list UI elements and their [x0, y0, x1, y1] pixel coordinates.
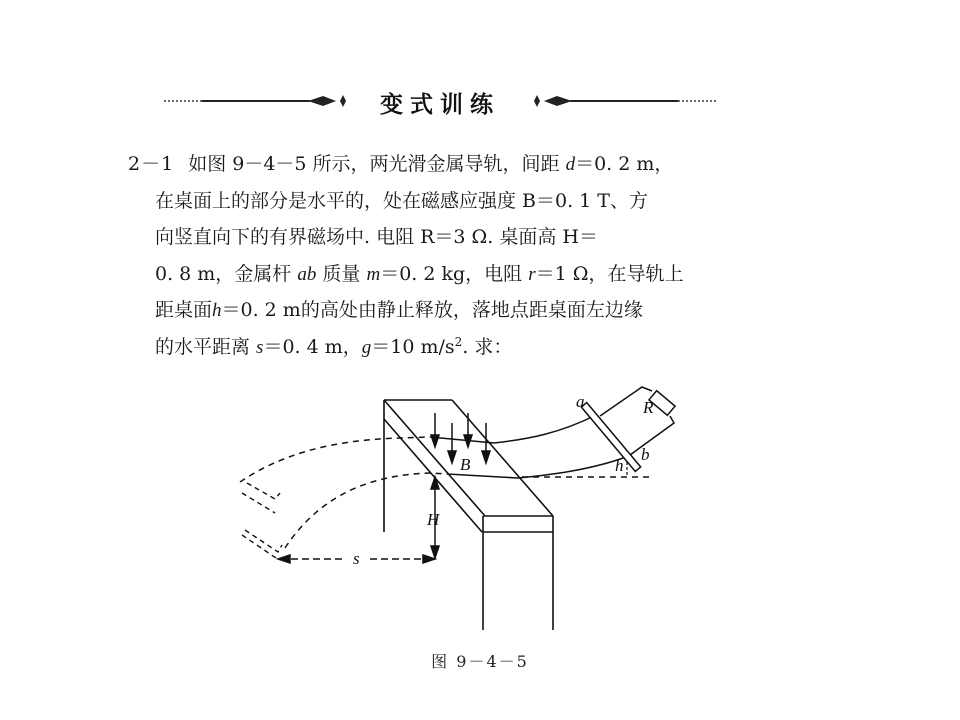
text-segment: 如图 9－4－5 所示，两光滑金属导轨，间距	[188, 153, 566, 175]
text-segment: ＝0. 2 kg，电阻	[380, 262, 529, 285]
text-segment: 质量	[316, 262, 367, 285]
math-variable: r	[528, 263, 536, 285]
text-segment: ＝10 m/s	[371, 335, 455, 358]
banner-title: 变式训练	[380, 92, 500, 118]
math-variable: m	[366, 263, 381, 285]
problem-number: 2－1	[128, 153, 175, 175]
physics-diagram	[230, 385, 680, 635]
label-R: R	[643, 398, 654, 417]
text-segment: 2	[454, 334, 463, 349]
problem-line	[128, 329, 788, 366]
text-segment: ＝0. 2 m的高处由静止释放，落地点距桌面左边缘	[221, 299, 643, 321]
text-segment: . 求：	[462, 335, 513, 358]
math-variable: ab	[297, 263, 317, 285]
text-segment: 距桌面	[155, 299, 213, 321]
math-variable: d	[565, 154, 576, 175]
label-s: s	[353, 549, 360, 568]
figure-caption: 图 9－4－5	[431, 652, 529, 671]
text-segment: ＝1 Ω，在导轨上	[535, 262, 684, 285]
problem-line	[128, 292, 788, 329]
problem-text	[128, 146, 788, 365]
label-b: b	[641, 445, 650, 464]
math-variable: s	[256, 336, 264, 358]
text-segment: ＝0. 2 m，	[575, 153, 674, 175]
text-segment: 的水平距离	[155, 335, 257, 358]
text-segment: 在桌面上的部分是水平的，处在磁感应强度 B＝0. 1 T、方	[155, 189, 648, 212]
rail-table-diagram-icon	[230, 385, 680, 635]
label-h: h	[615, 456, 624, 475]
math-variable: h	[212, 300, 222, 321]
label-H: H	[427, 510, 440, 529]
text-segment: ＝0. 4 m，	[263, 335, 362, 358]
problem-line	[128, 256, 788, 293]
label-B: B	[460, 455, 471, 474]
text-segment: 向竖直向下的有界磁场中. 电阻 R＝3 Ω. 桌面高 H＝	[155, 226, 598, 248]
problem-line	[128, 183, 788, 220]
problem-line	[128, 219, 788, 256]
section-banner	[160, 84, 720, 120]
text-segment: 0. 8 m，金属杆	[155, 262, 298, 285]
problem-line	[128, 146, 788, 183]
label-a: a	[576, 392, 585, 411]
math-variable: g	[361, 336, 372, 358]
